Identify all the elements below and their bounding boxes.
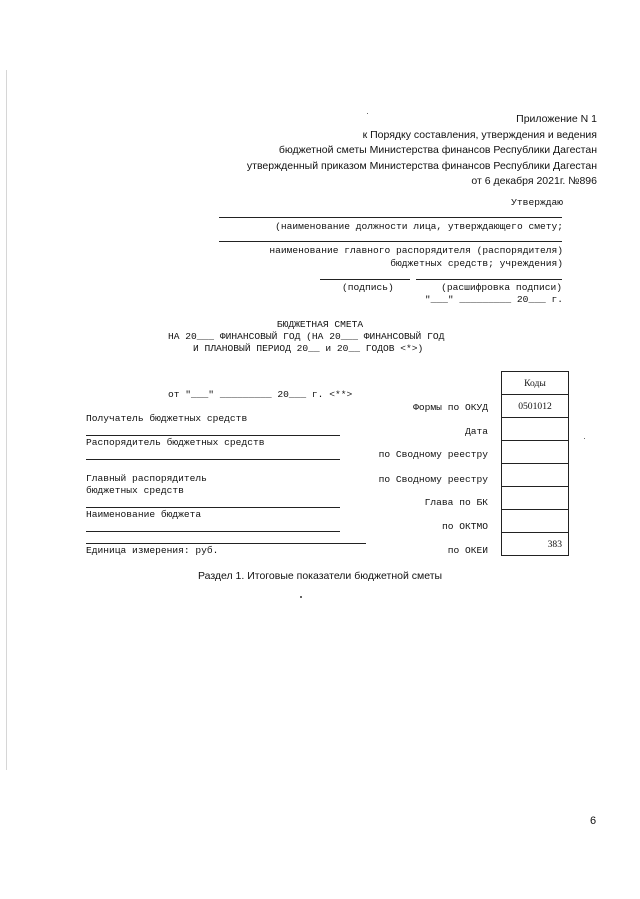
appendix-line-3: бюджетной сметы Министерства финансов Республики Дагестан (278, 144, 597, 156)
doc-title-planning: И ПЛАНОВЫЙ ПЕРИОД 20__ и 20__ ГОДОВ <*>) (193, 343, 424, 354)
budget-name-label: Наименование бюджета (86, 509, 202, 520)
manager-hint-1: наименование главного распорядителя (распорядителя) (269, 245, 563, 256)
budget-name-line (86, 531, 340, 532)
okei-code-cell: 383 (502, 533, 569, 556)
approval-date: "___" _________ 20___ г. (424, 294, 563, 305)
approve-label: Утверждаю (511, 197, 563, 208)
registry-code-cell-1 (502, 441, 569, 464)
main-distributor-label-2: бюджетных средств (86, 485, 184, 496)
doc-title-period: НА 20___ ФИНАНСОВЫЙ ГОД (НА 20___ ФИНАНСОВЫЙ ГОД (168, 331, 445, 342)
chapter-code-cell (502, 487, 569, 510)
page-number: 6 (590, 815, 597, 827)
signature-decode-line (416, 279, 562, 280)
chapter-label: Глава по БК (424, 497, 488, 508)
date-label: Дата (464, 426, 488, 437)
recipient-line (86, 435, 340, 436)
distributor-label: Распорядитель бюджетных средств (86, 437, 265, 448)
registry-code-cell-2 (502, 464, 569, 487)
appendix-line-5: от 6 декабря 2021г. №896 (471, 175, 597, 187)
recipient-label: Получатель бюджетных средств (86, 413, 248, 424)
doc-title: БЮДЖЕТНАЯ СМЕТА (276, 319, 364, 330)
okud-code-cell: 0501012 (502, 395, 569, 418)
manager-name-line (219, 241, 562, 242)
registry-label-2: по Сводному реестру (378, 474, 488, 485)
appendix-line-2: к Порядку составления, утверждения и ведения (362, 128, 597, 141)
main-distributor-line (86, 507, 340, 508)
signature-hint: (подпись) (342, 282, 394, 293)
oktmo-label: по ОКТМО (441, 521, 488, 532)
budget-name-line-2 (86, 543, 366, 544)
scan-speck (584, 438, 585, 439)
section-title: Раздел 1. Итоговые показатели бюджетной сметы (197, 570, 443, 582)
distributor-line (86, 459, 340, 460)
codes-header: Коды (502, 372, 569, 395)
approver-position-hint: (наименование должности лица, утверждающего смету; (275, 221, 563, 232)
registry-label-1: по Сводному реестру (378, 449, 488, 460)
okei-label: по ОКЕИ (447, 545, 488, 556)
okud-label: Формы по ОКУД (413, 402, 488, 413)
appendix-title: Приложение N 1 (516, 113, 597, 125)
signature-decode-hint: (расшифровка подписи) (441, 282, 562, 293)
signature-line (320, 279, 410, 280)
scan-speck (300, 596, 302, 598)
codes-table (501, 371, 569, 556)
approver-position-line (219, 217, 562, 218)
main-distributor-label-1: Главный распорядитель (86, 473, 207, 484)
appendix-line-4: утвержденный приказом Министерства финансов Республики Дагестан (246, 159, 597, 172)
appendix-header (247, 112, 597, 190)
date-code-cell (502, 418, 569, 441)
scan-edge-artifact (6, 70, 7, 770)
estimate-date: от "___" _________ 20___ г. <**> (168, 389, 353, 400)
manager-hint-2: бюджетных средств; учреждения) (390, 258, 563, 269)
unit-label: Единица измерения: руб. (86, 545, 219, 556)
oktmo-code-cell (502, 510, 569, 533)
scan-speck (367, 113, 368, 114)
